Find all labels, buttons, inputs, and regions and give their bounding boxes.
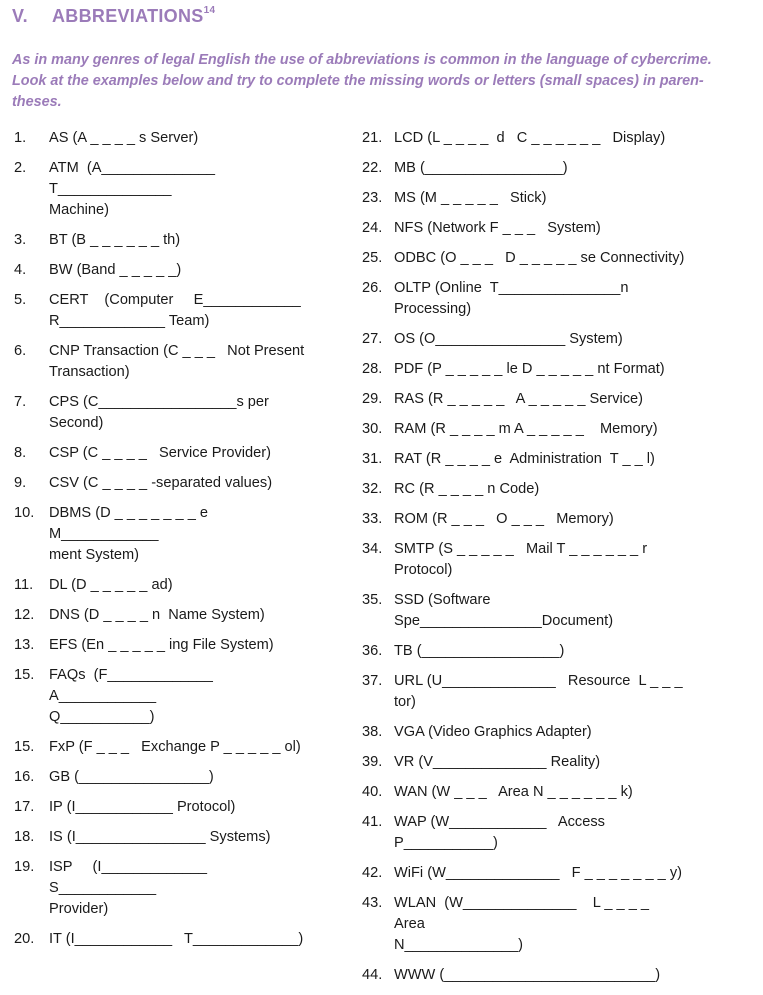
item-text: IP (I____________ Protocol) [49, 799, 236, 815]
item-text: RAS (R _ _ _ _ _ A _ _ _ _ _ Service) [394, 391, 644, 407]
item-text: PDF (P _ _ _ _ _ le D _ _ _ _ _ nt Format) [394, 361, 665, 377]
exercise-item [362, 752, 697, 773]
item-text: RAM (R _ _ _ _ m A _ _ _ _ _ Memory) [394, 421, 658, 437]
section-heading [12, 6, 215, 27]
exercise-item [14, 158, 314, 221]
exercise-item [362, 278, 697, 320]
exercise-item [14, 260, 314, 281]
item-number: 8. [14, 445, 27, 461]
item-number: 21. [362, 130, 383, 146]
item-number: 11. [14, 577, 34, 593]
exercise-item [14, 737, 314, 758]
item-number: 23. [362, 190, 383, 206]
item-number: 43. [362, 895, 383, 911]
exercise-item [14, 665, 314, 728]
item-number: 29. [362, 391, 383, 407]
item-text: CNP Transaction (C _ _ _ Not Present Transaction) [49, 343, 305, 380]
exercise-item [362, 863, 697, 884]
exercise-item [362, 782, 697, 803]
item-number: 19. [14, 859, 35, 875]
item-number: 9. [14, 475, 27, 491]
item-text: WLAN (W______________ L _ _ _ _ Area N______________) [394, 895, 650, 953]
item-text: FxP (F _ _ _ Exchange P _ _ _ _ _ ol) [49, 739, 301, 755]
item-number: 13. [14, 637, 35, 653]
item-number: 7. [14, 394, 27, 410]
item-text: WWW (__________________________) [394, 967, 661, 983]
exercise-item [362, 449, 697, 470]
exercise-item [362, 188, 697, 209]
exercise-item [14, 230, 314, 251]
exercise-item [362, 479, 697, 500]
item-text: FAQs (F_____________ A____________ Q___________) [49, 667, 213, 725]
item-text: NFS (Network F _ _ _ System) [394, 220, 601, 236]
exercise-item [14, 341, 314, 383]
item-number: 28. [362, 361, 383, 377]
item-text: IS (I________________ Systems) [49, 829, 271, 845]
exercise-item [14, 443, 314, 464]
exercise-item [362, 671, 697, 713]
item-text: OS (O________________ System) [394, 331, 623, 347]
exercise-item [362, 590, 697, 632]
item-text: RAT (R _ _ _ _ e Administration T _ _ l) [394, 451, 655, 467]
item-text: DBMS (D _ _ _ _ _ _ _ e M____________ ment System) [49, 505, 208, 563]
exercise-item [362, 965, 697, 986]
item-number: 4. [14, 262, 27, 278]
item-number: 16. [14, 769, 35, 785]
exercise-item [362, 128, 697, 149]
exercise-item [14, 797, 314, 818]
item-text: MB (_________________) [394, 160, 568, 176]
item-number: 20. [14, 931, 35, 947]
item-text: ISP (I_____________ S____________ Provider) [49, 859, 207, 917]
exercise-item [362, 539, 697, 581]
exercise-item [14, 575, 314, 596]
footnote-marker: 14 [203, 5, 216, 16]
item-text: CSP (C _ _ _ _ Service Provider) [49, 445, 271, 461]
exercise-item [14, 128, 314, 149]
exercise-item [362, 419, 697, 440]
item-number: 24. [362, 220, 383, 236]
exercise-item [14, 635, 314, 656]
item-number: 10. [14, 505, 35, 521]
exercise-item [14, 929, 314, 950]
item-number: 5. [14, 292, 27, 308]
item-number: 40. [362, 784, 383, 800]
exercise-item [362, 812, 697, 854]
exercise-item [14, 857, 314, 920]
exercise-item [14, 392, 314, 434]
item-text: IT (I____________ T_____________) [49, 931, 304, 947]
item-text: VGA (Video Graphics Adapter) [394, 724, 592, 740]
right-exercise-column [362, 128, 697, 995]
item-number: 34. [362, 541, 383, 557]
item-text: OLTP (Online T_______________n Processing) [394, 280, 637, 317]
item-number: 26. [362, 280, 383, 296]
exercise-item [14, 503, 314, 566]
item-text: SSD (Software Spe_______________Document) [394, 592, 614, 629]
exercise-item [362, 509, 697, 530]
item-number: 32. [362, 481, 383, 497]
item-text: LCD (L _ _ _ _ d C _ _ _ _ _ _ Display) [394, 130, 666, 146]
item-text: CSV (C _ _ _ _ -separated values) [49, 475, 273, 491]
exercise-item [362, 722, 697, 743]
item-text: WiFi (W______________ F _ _ _ _ _ _ _ y) [394, 865, 682, 881]
exercise-item [362, 389, 697, 410]
item-number: 30. [362, 421, 383, 437]
item-number: 42. [362, 865, 383, 881]
item-number: 41. [362, 814, 383, 830]
item-text: CERT (Computer E____________ R_____________ Team) [49, 292, 301, 329]
item-text: DNS (D _ _ _ _ n Name System) [49, 607, 265, 623]
item-text: ATM (A______________ T______________ Machine) [49, 160, 216, 218]
item-number: 44. [362, 967, 383, 983]
item-number: 3. [14, 232, 27, 248]
exercise-item [14, 290, 314, 332]
exercise-item [362, 359, 697, 380]
item-number: 17. [14, 799, 35, 815]
item-number: 38. [362, 724, 383, 740]
item-number: 2. [14, 160, 27, 176]
item-number: 1. [14, 130, 27, 146]
item-number: 37. [362, 673, 383, 689]
exercise-item [362, 248, 697, 269]
item-text: EFS (En _ _ _ _ _ ing File System) [49, 637, 274, 653]
exercise-item [362, 893, 697, 956]
item-text: SMTP (S _ _ _ _ _ Mail T _ _ _ _ _ _ r Protocol) [394, 541, 652, 578]
exercise-item [362, 641, 697, 662]
item-text: URL (U______________ Resource L _ _ _ tor) [394, 673, 687, 710]
intro-paragraph: As in many genres of legal English the use of abbreviations is common in the language of cybercrime. Look at the examples below and try to complete the missing words or letters (small spaces) in paren- theses. [12, 52, 712, 110]
section-title: ABBREVIATIONS [52, 6, 204, 26]
item-text: MS (M _ _ _ _ _ Stick) [394, 190, 547, 206]
exercise-item [14, 767, 314, 788]
item-text: BW (Band _ _ _ _ _) [49, 262, 182, 278]
item-text: ODBC (O _ _ _ D _ _ _ _ _ se Connectivity) [394, 250, 685, 266]
item-number: 15. [14, 667, 35, 683]
item-text: DL (D _ _ _ _ _ ad) [49, 577, 173, 593]
left-exercise-column [14, 128, 314, 959]
item-number: 12. [14, 607, 35, 623]
item-number: 31. [362, 451, 383, 467]
item-number: 35. [362, 592, 383, 608]
item-text: WAN (W _ _ _ Area N _ _ _ _ _ _ k) [394, 784, 633, 800]
item-number: 36. [362, 643, 383, 659]
exercise-item [14, 605, 314, 626]
item-number: 33. [362, 511, 383, 527]
item-text: VR (V______________ Reality) [394, 754, 601, 770]
item-text: ROM (R _ _ _ O _ _ _ Memory) [394, 511, 614, 527]
item-text: GB (________________) [49, 769, 214, 785]
item-text: RC (R _ _ _ _ n Code) [394, 481, 540, 497]
exercise-item [14, 827, 314, 848]
exercise-item [362, 158, 697, 179]
item-number: 39. [362, 754, 383, 770]
exercise-item [14, 473, 314, 494]
item-text: TB (_________________) [394, 643, 565, 659]
item-number: 6. [14, 343, 27, 359]
item-text: CPS (C_________________s per Second) [49, 394, 273, 431]
exercise-item [362, 218, 697, 239]
item-text: WAP (W____________ Access P___________) [394, 814, 609, 851]
item-number: 22. [362, 160, 383, 176]
exercise-item [362, 329, 697, 350]
item-number: 18. [14, 829, 35, 845]
item-text: BT (B _ _ _ _ _ _ th) [49, 232, 181, 248]
item-text: AS (A _ _ _ _ s Server) [49, 130, 199, 146]
item-number: 25. [362, 250, 383, 266]
section-number: V. [12, 6, 28, 26]
item-number: 27. [362, 331, 383, 347]
item-number: 15. [14, 739, 35, 755]
